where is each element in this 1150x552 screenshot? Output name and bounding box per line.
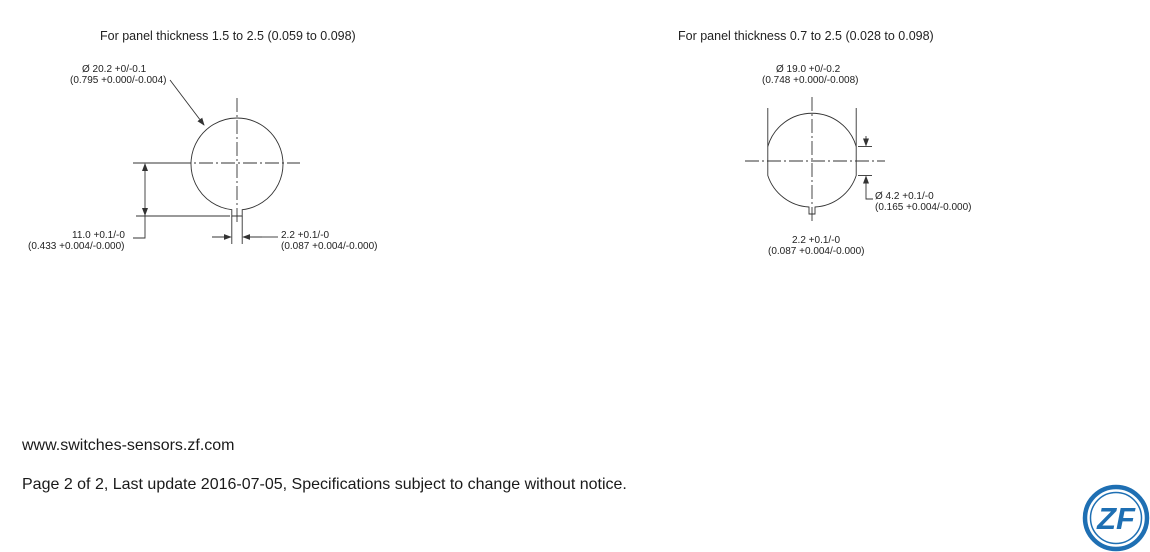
- drawing-1-height-leader: [133, 215, 145, 238]
- drawing-2-title: For panel thickness 0.7 to 2.5 (0.028 to 0.098): [678, 29, 934, 43]
- drawing-2-flat-metric: Ø 4.2 +0.1/-0: [875, 191, 934, 202]
- drawing-1-diameter-leader: [170, 80, 204, 125]
- footer-notice: Page 2 of 2, Last update 2016-07-05, Specifications subject to change without notice.: [22, 476, 627, 493]
- drawing-2-key-width-metric: 2.2 +0.1/-0: [792, 235, 841, 246]
- drawing-2: [745, 97, 885, 224]
- zf-logo-text: ZF: [1097, 501, 1135, 536]
- drawing-2-key-width-imperial: (0.087 +0.004/-0.000): [768, 246, 865, 257]
- drawing-1-key-width-metric: 2.2 +0.1/-0: [281, 230, 330, 241]
- drawing-2-flat-imperial: (0.165 +0.004/-0.000): [875, 202, 972, 213]
- drawing-1: [133, 80, 300, 244]
- drawing-2-diameter-imperial: (0.748 +0.000/-0.008): [762, 75, 859, 86]
- drawing-1-height-imperial: (0.433 +0.004/-0.000): [28, 241, 125, 252]
- drawing-1-title: For panel thickness 1.5 to 2.5 (0.059 to 0.098): [100, 29, 356, 43]
- footer-website: www.switches-sensors.zf.com: [22, 437, 235, 454]
- drawing-1-diameter-metric: Ø 20.2 +0/-0.1: [82, 64, 147, 75]
- drawing-1-height-metric: 11.0 +0.1/-0: [72, 230, 125, 241]
- drawing-1-key-width-imperial: (0.087 +0.004/-0.000): [281, 241, 378, 252]
- zf-logo: [1082, 484, 1150, 552]
- drawing-2-flat-leader: [866, 186, 873, 199]
- drawing-2-diameter-metric: Ø 19.0 +0/-0.2: [776, 64, 841, 75]
- drawing-1-diameter-imperial: (0.795 +0.000/-0.004): [70, 75, 167, 86]
